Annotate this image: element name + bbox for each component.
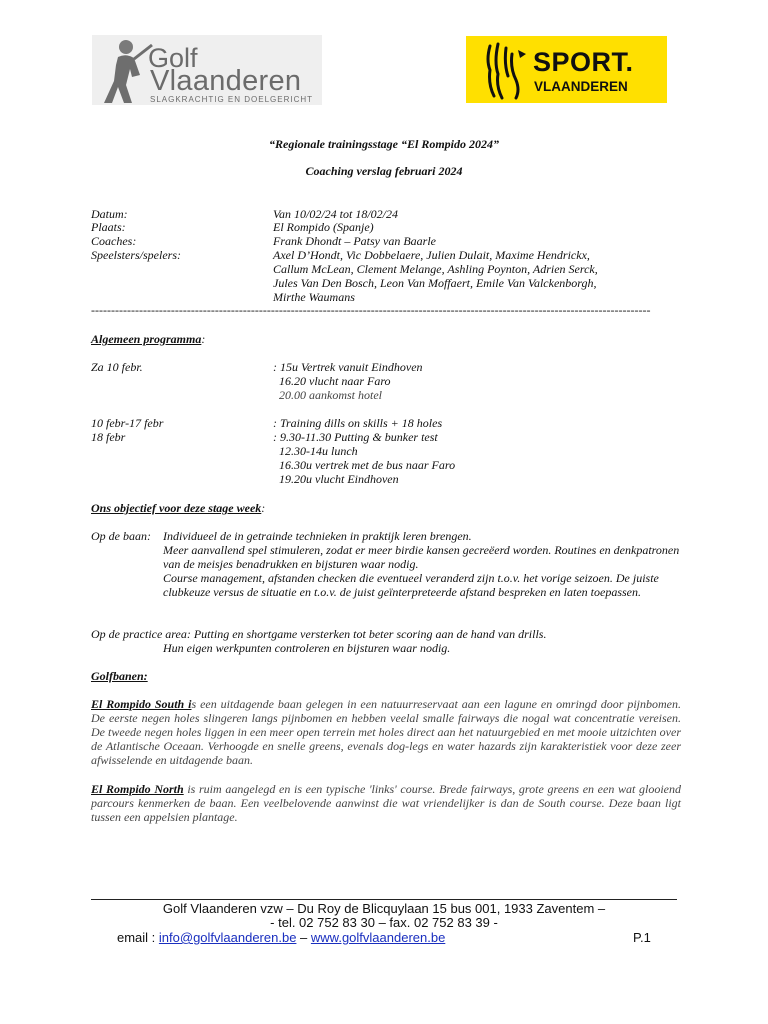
south-course-name: El Rompido South i xyxy=(91,697,192,711)
logo-word-sport: SPORT. xyxy=(533,47,634,77)
objectief-heading-text: Ons objectief voor deze stage week xyxy=(91,501,262,515)
objectief-heading-colon: : xyxy=(261,501,266,515)
footer-website-link[interactable]: www.golfvlaanderen.be xyxy=(310,930,446,945)
info-label-coaches: Coaches: xyxy=(91,234,137,248)
section-heading-objectief xyxy=(91,501,265,515)
players-line-2: Callum McLean, Clement Melange, Ashling Poynton, Adrien Serck, xyxy=(273,262,598,276)
north-description: is ruim aangelegd en is een typische 'links' course. Brede fairways, grote greens en een wat glooiend parcours kenmerken de baan. Een veelbelovende aanwinst die wat vriendelijker is dan de South course. Deze baan ligt tussen een appelsien plantage. xyxy=(91,782,681,824)
document-subtitle: Coaching verslag februari 2024 xyxy=(305,164,463,178)
day3-line-3: 16.30u vertrek met de bus naar Faro xyxy=(273,458,456,472)
golf-vlaanderen-logo xyxy=(92,35,322,105)
players-line-3: Jules Van Den Bosch, Leon Van Moffaert, Emile Van Valckenborgh, xyxy=(273,276,597,290)
section-heading-programma xyxy=(91,332,205,346)
logo-word-vlaanderen: Vlaanderen xyxy=(150,65,302,97)
baan-label: Op de baan: xyxy=(91,529,151,543)
logo-tagline: SLAGKRACHTIG EN DOELGERICHT xyxy=(150,95,314,104)
footer-contact xyxy=(117,930,445,945)
north-course-name: El Rompido North xyxy=(91,782,184,796)
day1-line-2: 16.20 vlucht naar Faro xyxy=(273,374,391,388)
lion-icon xyxy=(480,40,532,100)
footer-phone: - tel. 02 752 83 30 – fax. 02 752 83 39 - xyxy=(270,915,498,930)
day2-line: : Training dills on skills + 18 holes xyxy=(273,416,443,430)
sport-vlaanderen-logo xyxy=(466,36,667,103)
info-label-datum: Datum: xyxy=(91,207,128,221)
practice-line-1: Op de practice area: Putting en shortgame versterken tot beter scoring aan de hand van drills. xyxy=(91,627,547,641)
day3-line-4: 19.20u vlucht Eindhoven xyxy=(273,472,399,486)
footer-divider xyxy=(91,899,677,900)
footer-address-text: Golf Vlaanderen vzw – Du Roy de Blicquylaan 15 bus 001, 1933 Zaventem – xyxy=(162,901,606,916)
baan-paragraph-3: Course management, afstanden checken die eventueel veranderd zijn t.o.v. het vorige seizoen. De juiste clubkeuze versus de situatie en t.o.v. de juist geïnterpreteerde afstand bespreken en laten toepassen. xyxy=(163,571,659,599)
players-line-4: Mirthe Waumans xyxy=(273,290,355,304)
separator-line: -------------------------------------------------------------------------------------------------------------------------------------------- xyxy=(91,303,651,317)
day1-label: Za 10 febr. xyxy=(91,360,143,374)
footer-email-label: email : xyxy=(117,930,159,945)
page-number: P.1 xyxy=(633,930,651,945)
practice-line-2: Hun eigen werkpunten controleren en bijsturen waar nodig. xyxy=(163,641,451,655)
document-title: “Regionale trainingsstage “El Rompido 2024” xyxy=(268,137,500,151)
baan-paragraph-2: Meer aanvallend spel stimuleren, zodat er meer birdie kansen gecreëerd worden. Routines en denkpatronen van de meisjes benadrukken en bijsturen waar nodig. xyxy=(163,543,680,571)
info-value-datum: Van 10/02/24 tot 18/02/24 xyxy=(273,207,399,221)
north-paragraph xyxy=(91,782,681,824)
day2-label: 10 febr-17 febr xyxy=(91,416,164,430)
logo-word-vlaanderen-sport: VLAANDEREN xyxy=(534,79,628,94)
programma-heading-text: Algemeen programma xyxy=(91,332,202,346)
day3-line-2: 12.30-14u lunch xyxy=(273,444,358,458)
south-paragraph xyxy=(91,697,681,767)
baan-line-1: Individueel de in getrainde technieken in praktijk leren brengen. xyxy=(163,529,472,543)
day1-line-1: : 15u Vertrek vanuit Eindhoven xyxy=(273,360,423,374)
info-label-plaats: Plaats: xyxy=(91,220,126,234)
footer-email-link[interactable]: info@golfvlaanderen.be xyxy=(158,930,297,945)
day1-line-3: 20.00 aankomst hotel xyxy=(273,388,382,402)
info-value-coaches: Frank Dhondt – Patsy van Baarle xyxy=(273,234,436,248)
footer-address xyxy=(0,901,768,916)
day3-label: 18 febr xyxy=(91,430,126,444)
logo-word-golf: Golf xyxy=(148,43,198,73)
info-value-plaats: El Rompido (Spanje) xyxy=(273,220,374,234)
south-description: s een uitdagende baan gelegen in een natuurreservaat aan een lagune en omringd door pijnbomen. De eerste negen holes slingeren langs pijnbomen en hebben veelal smalle fairways die nogal wat concentratie vereisen. De tweede negen holes liggen in een meer open terrein met holes direct aan het natuurgebied en met mooie uitzichten over de Atlantische Oceaan. Verhoogde en snelle greens, evenals dog-legs en water hazards zijn karakteristiek voor deze zeer afwisselende en uitdagende baan. xyxy=(91,697,681,767)
golfer-icon xyxy=(96,35,156,105)
info-value-spelers: Axel D’Hondt, Vic Dobbelaere, Julien Dulait, Maxime Hendrickx, xyxy=(273,248,590,262)
programma-heading-colon: : xyxy=(201,332,206,346)
footer-dash: – xyxy=(296,930,311,945)
day3-line-1: : 9.30-11.30 Putting & bunker test xyxy=(273,430,438,444)
info-label-spelers: Speelsters/spelers: xyxy=(91,248,181,262)
section-heading-golfbanen: Golfbanen: xyxy=(91,669,148,683)
